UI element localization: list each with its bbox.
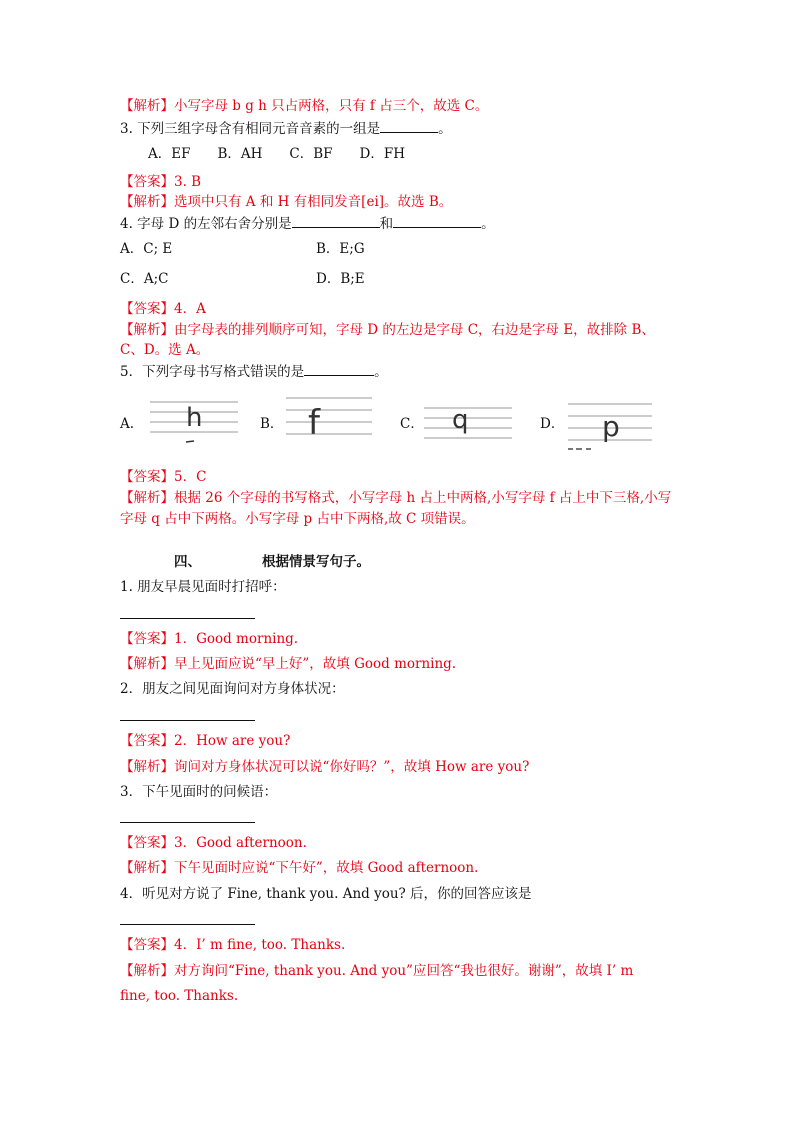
q3-question: 3. 下列三组字母含有相同元音音素的一组是 。: [120, 121, 452, 137]
s1-answer: 【答案】1．Good morning.: [120, 631, 299, 647]
q5-explanation-1: 【解析】根据 26 个字母的书写格式，小写字母 h 占上中两格,小写字母 f 占上中下三格,小写: [120, 490, 672, 506]
s2-explanation: 【解析】询问对方身体状况可以说“你好吗？”，故填 How are you?: [120, 759, 530, 775]
s1-explanation: 【解析】早上见面应说“早上好”，故填 Good morning.: [120, 656, 457, 672]
q5-option-d-label: D．: [540, 416, 565, 432]
s2-answer: 【答案】2．How are you?: [120, 733, 291, 749]
q2-explanation: 【解析】小写字母 b g h 只占两格，只有 f 占三个，故选 C。: [120, 98, 489, 114]
q4-option-d: D．B;E: [316, 271, 365, 287]
q5-option-b-label: B．: [260, 416, 284, 432]
handwriting-image-h: [150, 396, 240, 446]
s3-answer: 【答案】3．Good afternoon.: [120, 835, 307, 851]
handwritten-letter-f: f: [308, 403, 320, 443]
q5-question: 5．下列字母书写格式错误的是 。: [120, 364, 388, 380]
s4-explanation-1: 【解析】对方询问“Fine, thank you. And you”应回答“我也很好。谢谢”，故填 I’ m: [120, 963, 634, 979]
handwritten-letter-h: h: [186, 403, 203, 433]
s3-explanation: 【解析】下午见面时应说“下午好”，故填 Good afternoon.: [120, 860, 479, 876]
q3-explanation: 【解析】选项中只有 A 和 H 有相同发音[ei]。故选 B。: [120, 194, 453, 210]
s1-question: 1. 朋友早晨见面时打招呼：: [120, 579, 286, 595]
answer-line: [120, 720, 255, 721]
q5-answer: 【答案】5．C: [120, 469, 207, 485]
handwritten-letter-q: q: [452, 405, 469, 435]
handwriting-image-p: [568, 396, 654, 452]
s4-answer: 【答案】4．I’ m fine, too. Thanks.: [120, 937, 346, 953]
s4-question: 4．听见对方说了 Fine, thank you. And you? 后，你的回答应该是: [120, 886, 532, 902]
q4-explanation-1: 【解析】由字母表的排列顺序可知，字母 D 的左边是字母 C，右边是字母 E，故排除 B、: [120, 322, 655, 338]
s4-explanation-2: fine, too. Thanks.: [120, 988, 239, 1004]
answer-line: [120, 822, 255, 823]
answer-blank: [393, 214, 481, 228]
answer-line: [120, 924, 255, 925]
q4-option-a: A．C; E: [120, 241, 173, 257]
q5-option-c-label: C．: [400, 416, 424, 432]
answer-blank: [380, 119, 438, 133]
section-title: 根据情景写句子。: [262, 554, 370, 570]
answer-line: [120, 618, 255, 619]
q4-option-b: B．E;G: [316, 241, 365, 257]
answer-blank: [292, 214, 380, 228]
q4-option-c: C．A;C: [120, 271, 169, 287]
q4-question: 4. 字母 D 的左邻右舍分别是 和 。: [120, 216, 495, 232]
q4-explanation-2: C、D。选 A。: [120, 342, 210, 358]
s3-question: 3．下午见面时的问候语：: [120, 784, 278, 800]
q3-answer: 【答案】3. B: [120, 174, 202, 190]
section-number: 四、: [174, 554, 201, 570]
handwriting-image-f: [286, 392, 374, 444]
q3-options: A．EF B．AH C．BF D．FH: [148, 146, 405, 162]
q5-option-a-label: A.: [120, 416, 135, 432]
handwritten-letter-p: p: [602, 410, 620, 443]
answer-blank: [304, 362, 374, 376]
q5-explanation-2: 字母 q 占中下两格。小写字母 p 占中下两格,故 C 项错误。: [120, 511, 475, 527]
q4-answer: 【答案】4．A: [120, 301, 206, 317]
s2-question: 2．朋友之间见面询问对方身体状况：: [120, 681, 345, 697]
handwriting-image-q: [424, 400, 514, 444]
